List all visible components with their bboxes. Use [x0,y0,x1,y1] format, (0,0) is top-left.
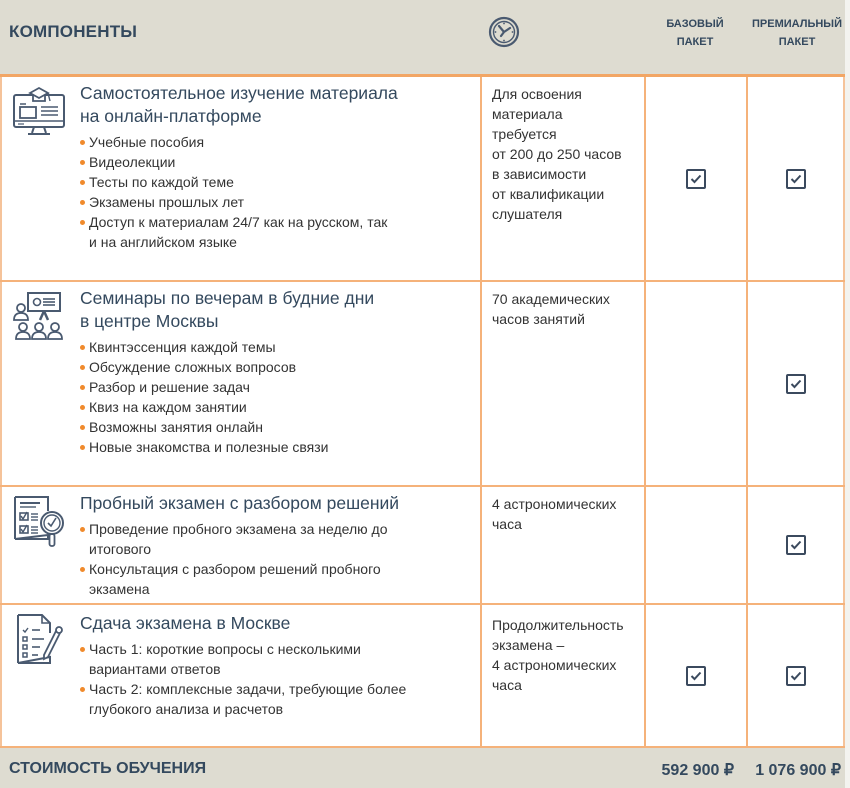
feature-item: Возможны занятия онлайн [80,417,476,437]
basic-package-cell [644,487,746,603]
feature-list [80,519,476,599]
premium-package-cell [746,605,845,746]
duration-cell [480,605,644,746]
checkbox-checked-icon [786,666,806,686]
clock-icon [488,16,520,48]
basic-package-cell [644,605,746,746]
component-cell [0,282,480,485]
basic-package-price: 592 900 ₽ [661,762,734,779]
components-heading: КОМПОНЕНТЫ [9,22,138,41]
table-row [0,487,845,605]
checkbox-checked-icon [786,169,806,189]
table-row [0,605,845,748]
component-title [80,287,476,333]
premium-package-label-line2: ПАКЕТ [778,36,816,48]
premium-package-cell [746,282,845,485]
premium-package-label-line1: ПРЕМИАЛЬНЫЙ [752,18,842,30]
basic-package-cell [644,77,746,280]
feature-item: Разбор и решение задач [80,377,476,397]
tuition-cost-label: СТОИМОСТЬ ОБУЧЕНИЯ [9,760,207,777]
component-title-line: Самостоятельное изучение материала [80,83,398,103]
premium-package-cell [746,487,845,603]
feature-item: Учебные пособия [80,132,476,152]
feature-item: Доступ к материалам 24/7 как на русском, так и на английском языке [80,212,399,252]
component-cell [0,605,480,746]
component-title-line: Сдача экзамена в Москве [80,613,291,633]
exam-checklist-icon [12,613,66,667]
premium-package-header [747,15,847,51]
feature-item: Квиз на каждом занятии [80,397,476,417]
basic-package-cell [644,282,746,485]
feature-item: Консультация с разбором решений пробного экзамена [80,559,429,599]
table-row [0,282,845,487]
component-title-line: на онлайн-платформе [80,106,262,126]
checkbox-checked-icon [786,535,806,555]
duration-cell [480,282,644,485]
duration-text: Для освоения материала требуется от 200 до 250 часов в зависимости от квалификации слушателя [492,86,622,222]
feature-item: Часть 1: короткие вопросы с несколькими вариантами ответов [80,639,404,679]
component-title-line: Пробный экзамен с разбором решений [80,493,400,513]
duration-cell [480,77,644,280]
feature-item: Новые знакомства и полезные связи [80,437,476,457]
feature-item: Квинтэссенция каждой темы [80,337,476,357]
component-title-line: в центре Москвы [80,311,219,331]
checkbox-checked-icon [686,666,706,686]
premium-package-cell [746,77,845,280]
feature-item: Обсуждение сложных вопросов [80,357,476,377]
component-title [80,492,476,515]
premium-package-price: 1 076 900 ₽ [755,762,841,779]
feature-list [80,337,476,457]
mock-exam-icon [12,495,66,549]
feature-item: Видеолекции [80,152,476,172]
duration-text: 70 академических часов занятий [492,291,610,327]
checkbox-checked-icon [686,169,706,189]
duration-text: 4 астрономических часа [492,496,617,532]
basic-package-header [645,15,745,51]
component-title-line: Семинары по вечерам в будние дни [80,288,375,308]
feature-list [80,639,476,719]
duration-text: Продолжительность экзамена – 4 астрономических часа [492,617,624,693]
feature-item: Тесты по каждой теме [80,172,476,192]
feature-item: Проведение пробного экзамена за неделю до итогового [80,519,414,559]
duration-cell [480,487,644,603]
feature-list [80,132,476,252]
table-header [0,0,845,77]
tuition-cost-footer [0,748,845,788]
component-title [80,82,476,128]
table-row [0,77,845,282]
online-learning-icon [12,85,66,139]
component-cell [0,77,480,280]
feature-item: Часть 2: комплексные задачи, требующие более глубокого анализа и расчетов [80,679,459,719]
component-cell [0,487,480,603]
feature-item: Экзамены прошлых лет [80,192,476,212]
basic-package-label-line1: БАЗОВЫЙ [666,18,724,30]
checkbox-checked-icon [786,374,806,394]
component-title [80,612,476,635]
basic-package-label-line2: ПАКЕТ [676,36,714,48]
seminar-icon [12,290,66,344]
